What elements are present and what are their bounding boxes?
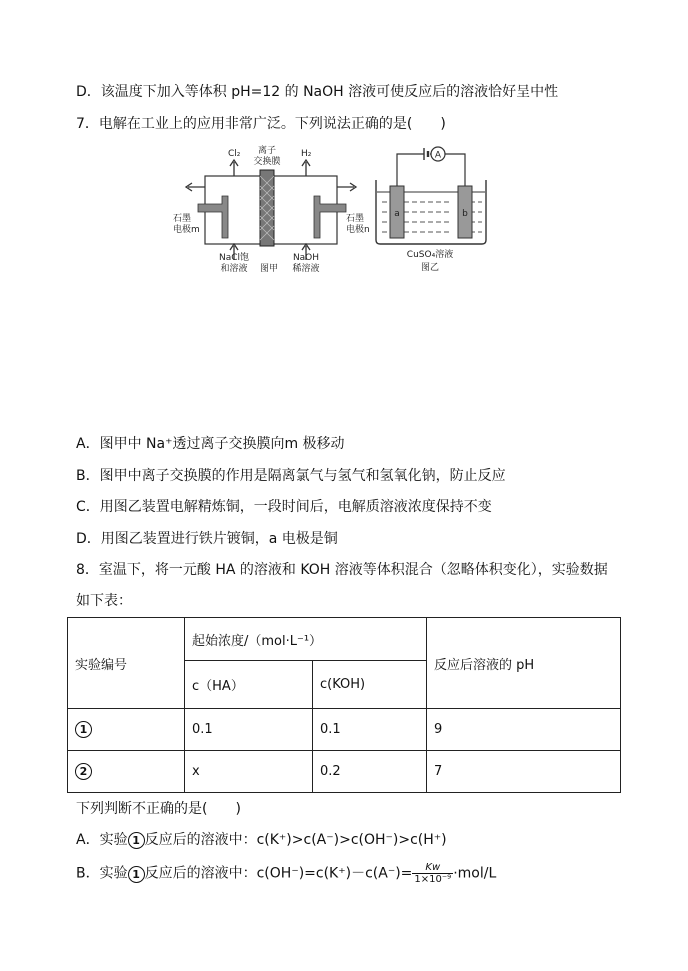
figure-b-caption: 图乙 xyxy=(420,263,440,273)
cl2-up-arrow xyxy=(230,160,238,176)
figure-a-caption: 图甲 xyxy=(259,264,279,274)
cell-ph: 9 xyxy=(427,709,621,751)
option-b-unit: mol/L xyxy=(457,865,497,882)
ammeter-label: A xyxy=(434,150,442,161)
experiment-ref: 1 xyxy=(128,832,145,849)
q7-option-d: D．用图乙装置进行铁片镀铜，a 电极是铜 xyxy=(76,531,338,547)
experiment-id: 1 xyxy=(75,721,92,738)
left-outflow-arrow xyxy=(186,183,205,191)
option-b-text: 反应后的溶液中：c(OH⁻)=c(K⁺)－c(A⁻)= xyxy=(144,865,413,882)
header-initial-concentration: 起始浓度/（mol·L⁻¹） xyxy=(185,618,427,661)
cell-c-ha: 0.1 xyxy=(185,709,313,751)
cuso4-label: CuSO₄溶液 xyxy=(406,250,454,260)
header-c-ha: c（HA） xyxy=(185,661,313,709)
option-a-prefix: A．实验 xyxy=(76,832,128,848)
q8-judge: 下列判断不正确的是( ) xyxy=(76,801,241,817)
naoh-label-2: 稀溶液 xyxy=(292,264,320,274)
nacl-label-2: 和溶液 xyxy=(220,264,248,274)
option-b-prefix: B．实验 xyxy=(76,865,128,882)
experiment-id: 2 xyxy=(75,763,92,780)
q8-option-a xyxy=(76,830,447,850)
cell-c-koh: 0.1 xyxy=(313,709,427,751)
h2-label: H₂ xyxy=(301,149,312,159)
q6-option-d: D．该温度下加入等体积 pH=12 的 NaOH 溶液可使反应后的溶液恰好呈中性 xyxy=(76,84,559,100)
q7-option-b: B．图甲中离子交换膜的作用是隔离氯气与氢气和氢氧化钠，防止反应 xyxy=(76,468,506,484)
cell-c-ha: x xyxy=(185,751,313,793)
electrode-m-label-1: 石墨 xyxy=(173,214,192,224)
electrode-m-label-2: 电极m xyxy=(173,225,200,235)
q7-option-c: C．用图乙装置电解精炼铜，一段时间后，电解质溶液浓度保持不变 xyxy=(76,499,492,515)
fraction-denominator: 1×10⁻⁹ xyxy=(414,874,452,885)
membrane-label-2: 交换膜 xyxy=(253,157,281,167)
membrane-label-1: 离子 xyxy=(257,146,277,156)
q7-stem: 7．电解在工业上的应用非常广泛。下列说法正确的是( ) xyxy=(76,116,446,132)
naoh-label-1: NaOH xyxy=(292,253,320,263)
table-row xyxy=(68,751,621,793)
fraction-numerator: Kw xyxy=(412,862,453,874)
q7-option-a: A．图甲中 Na⁺透过离子交换膜向m 极移动 xyxy=(76,436,345,452)
header-ph-after: 反应后溶液的 pH xyxy=(427,618,621,709)
q8-stem-line-1: 8．室温下，将一元酸 HA 的溶液和 KOH 溶液等体积混合（忽略体积变化），实验数据 xyxy=(76,562,608,578)
header-experiment-number: 实验编号 xyxy=(68,618,185,709)
cell-ph: 7 xyxy=(427,751,621,793)
electrode-m xyxy=(198,196,228,238)
electrode-n-label-2: 电极n xyxy=(346,225,370,235)
figure-b-electroplating-cell xyxy=(372,144,492,278)
nacl-label-1: NaCl饱 xyxy=(218,253,250,263)
cell-c-koh: 0.2 xyxy=(313,751,427,793)
cl2-label: Cl₂ xyxy=(228,149,241,159)
experiment-ref: 1 xyxy=(128,866,145,883)
kw-fraction xyxy=(412,862,453,885)
electrode-n-label-1: 石墨 xyxy=(346,214,365,224)
h2-up-arrow xyxy=(302,160,310,176)
electrode-n xyxy=(314,196,346,238)
figure-a-electrolysis-cell xyxy=(170,142,375,278)
external-circuit-wire xyxy=(397,154,465,202)
option-a-text: 反应后的溶液中：c(K⁺)>c(A⁻)>c(OH⁻)>c(H⁺) xyxy=(144,832,447,848)
q8-stem-line-2: 如下表： xyxy=(76,593,132,609)
header-c-koh: c(KOH) xyxy=(313,661,427,709)
q8-option-b: B．实验 1 反应后的溶液中：c(OH⁻)=c(K⁺)－c(A⁻)= $\frac{Kw}{\text{1×10⁻⁹}}$ ·mol/L xyxy=(76,862,497,885)
electrode-b-label: b xyxy=(462,209,468,219)
right-outflow-arrow xyxy=(337,183,356,191)
table-row xyxy=(68,709,621,751)
experiment-data-table xyxy=(67,617,621,793)
electrode-a-label: a xyxy=(394,209,400,219)
